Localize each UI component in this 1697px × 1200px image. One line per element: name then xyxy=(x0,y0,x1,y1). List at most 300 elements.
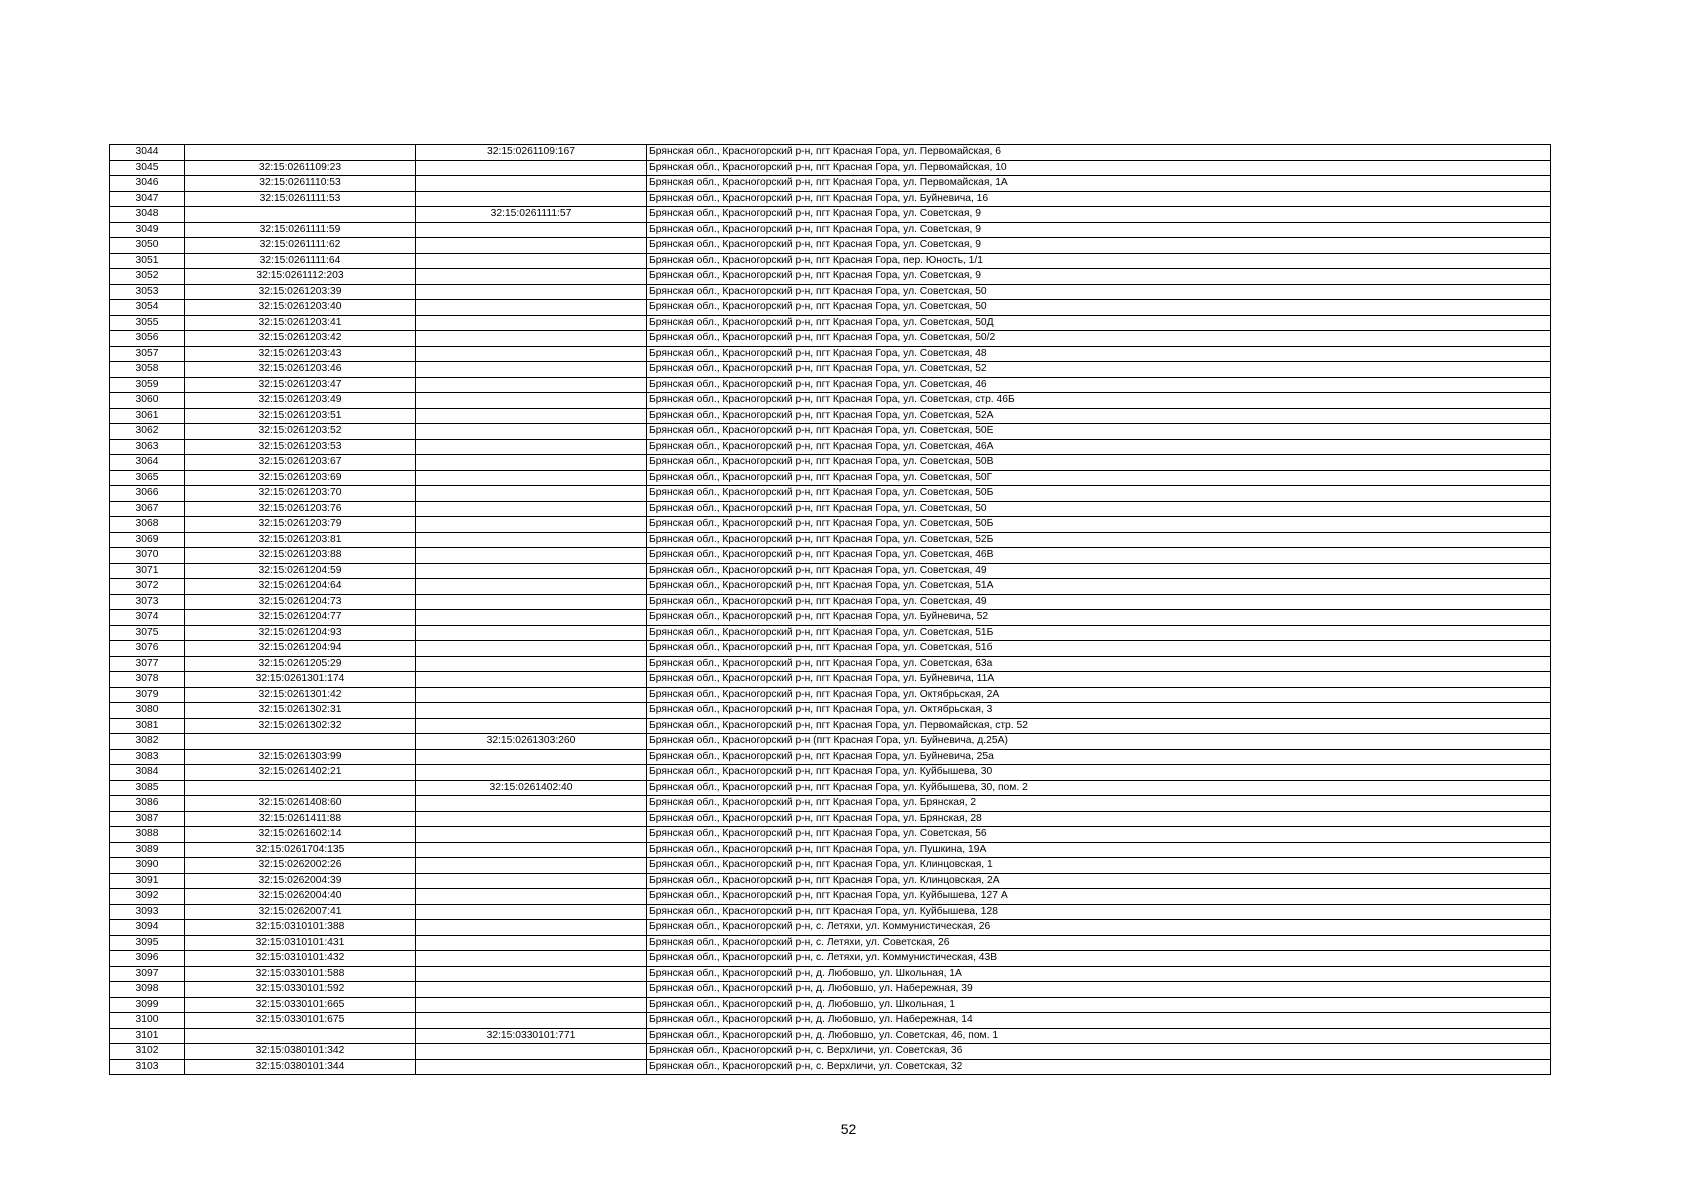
cadastral-number-cell: 32:15:0261203:67 xyxy=(185,455,416,471)
cadastral-number-cell xyxy=(185,1028,416,1044)
cadastral-number-cell: 32:15:0310101:432 xyxy=(185,951,416,967)
table-row xyxy=(110,1044,1551,1060)
row-number-cell: 3051 xyxy=(110,253,185,269)
address-cell: Брянская обл., Красногорский р-н, пгт Красная Гора, ул. Советская, 56 xyxy=(647,827,1551,843)
register-table-body xyxy=(110,145,1551,1075)
row-number-cell: 3070 xyxy=(110,548,185,564)
address-cell: Брянская обл., Красногорский р-н, пгт Красная Гора, ул. Первомайская, 6 xyxy=(647,145,1551,161)
cadastral-number-cell: 32:15:0261203:53 xyxy=(185,439,416,455)
cadastral-number-alt-cell xyxy=(416,377,647,393)
cadastral-number-alt-cell: 32:15:0261109:167 xyxy=(416,145,647,161)
address-cell: Брянская обл., Красногорский р-н, с. Верхличи, ул. Советская, 32 xyxy=(647,1059,1551,1075)
cadastral-number-cell: 32:15:0261111:62 xyxy=(185,238,416,254)
cadastral-number-alt-cell xyxy=(416,284,647,300)
cadastral-number-cell: 32:15:0261112:203 xyxy=(185,269,416,285)
cadastral-number-alt-cell xyxy=(416,501,647,517)
row-number-cell: 3071 xyxy=(110,563,185,579)
cadastral-number-alt-cell xyxy=(416,827,647,843)
address-cell: Брянская обл., Красногорский р-н, пгт Красная Гора, ул. Брянская, 2 xyxy=(647,796,1551,812)
table-row xyxy=(110,455,1551,471)
table-row xyxy=(110,439,1551,455)
cadastral-number-cell: 32:15:0261203:43 xyxy=(185,346,416,362)
row-number-cell: 3066 xyxy=(110,486,185,502)
table-row xyxy=(110,594,1551,610)
row-number-cell: 3079 xyxy=(110,687,185,703)
cadastral-number-alt-cell xyxy=(416,935,647,951)
cadastral-number-alt-cell xyxy=(416,269,647,285)
cadastral-number-cell: 32:15:0261704:135 xyxy=(185,842,416,858)
cadastral-number-cell: 32:15:0261204:59 xyxy=(185,563,416,579)
cadastral-number-alt-cell xyxy=(416,982,647,998)
cadastral-number-alt-cell xyxy=(416,594,647,610)
address-cell: Брянская обл., Красногорский р-н, пгт Красная Гора, ул. Буйневича, 25а xyxy=(647,749,1551,765)
cadastral-number-alt-cell xyxy=(416,858,647,874)
cadastral-number-alt-cell xyxy=(416,966,647,982)
table-row xyxy=(110,470,1551,486)
row-number-cell: 3045 xyxy=(110,160,185,176)
row-number-cell: 3074 xyxy=(110,610,185,626)
table-row xyxy=(110,377,1551,393)
cadastral-number-cell: 32:15:0261402:21 xyxy=(185,765,416,781)
row-number-cell: 3047 xyxy=(110,191,185,207)
address-cell: Брянская обл., Красногорский р-н, пгт Красная Гора, ул. Октябрьская, 2А xyxy=(647,687,1551,703)
cadastral-number-cell: 32:15:0330101:675 xyxy=(185,1013,416,1029)
cadastral-number-cell: 32:15:0261204:73 xyxy=(185,594,416,610)
page-number: 52 xyxy=(840,1121,857,1137)
cadastral-number-cell: 32:15:0261111:59 xyxy=(185,222,416,238)
address-cell: Брянская обл., Красногорский р-н, пгт Красная Гора, ул. Брянская, 28 xyxy=(647,811,1551,827)
table-row xyxy=(110,238,1551,254)
row-number-cell: 3098 xyxy=(110,982,185,998)
table-row xyxy=(110,176,1551,192)
table-row xyxy=(110,517,1551,533)
address-cell: Брянская обл., Красногорский р-н, пгт Красная Гора, ул. Советская, 50В xyxy=(647,455,1551,471)
cadastral-number-alt-cell xyxy=(416,470,647,486)
address-cell: Брянская обл., Красногорский р-н, с. Летяхи, ул. Коммунистическая, 43В xyxy=(647,951,1551,967)
row-number-cell: 3058 xyxy=(110,362,185,378)
cadastral-number-alt-cell: 32:15:0261111:57 xyxy=(416,207,647,223)
address-cell: Брянская обл., Красногорский р-н, пгт Красная Гора, ул. Первомайская, 10 xyxy=(647,160,1551,176)
table-row xyxy=(110,641,1551,657)
row-number-cell: 3067 xyxy=(110,501,185,517)
table-row xyxy=(110,982,1551,998)
cadastral-number-cell: 32:15:0261301:174 xyxy=(185,672,416,688)
cadastral-number-cell: 32:15:0261602:14 xyxy=(185,827,416,843)
table-row xyxy=(110,842,1551,858)
table-row xyxy=(110,951,1551,967)
cadastral-number-cell: 32:15:0262007:41 xyxy=(185,904,416,920)
table-row xyxy=(110,1059,1551,1075)
cadastral-number-alt-cell xyxy=(416,439,647,455)
address-cell: Брянская обл., Красногорский р-н, пгт Красная Гора, ул. Пушкина, 19А xyxy=(647,842,1551,858)
table-row xyxy=(110,548,1551,564)
cadastral-number-alt-cell xyxy=(416,796,647,812)
row-number-cell: 3061 xyxy=(110,408,185,424)
row-number-cell: 3103 xyxy=(110,1059,185,1075)
cadastral-number-cell: 32:15:0261205:29 xyxy=(185,656,416,672)
cadastral-number-cell: 32:15:0261111:64 xyxy=(185,253,416,269)
address-cell: Брянская обл., Красногорский р-н, с. Летяхи, ул. Советская, 26 xyxy=(647,935,1551,951)
row-number-cell: 3085 xyxy=(110,780,185,796)
address-cell: Брянская обл., Красногорский р-н, пгт Красная Гора, ул. Первомайская, 1А xyxy=(647,176,1551,192)
address-cell: Брянская обл., Красногорский р-н, пгт Красная Гора, ул. Советская, 52А xyxy=(647,408,1551,424)
table-row xyxy=(110,780,1551,796)
table-row xyxy=(110,873,1551,889)
cadastral-number-cell: 32:15:0261302:32 xyxy=(185,718,416,734)
cadastral-number-alt-cell xyxy=(416,625,647,641)
table-row xyxy=(110,253,1551,269)
row-number-cell: 3050 xyxy=(110,238,185,254)
cadastral-number-cell: 32:15:0261203:49 xyxy=(185,393,416,409)
table-row xyxy=(110,966,1551,982)
row-number-cell: 3048 xyxy=(110,207,185,223)
address-cell: Брянская обл., Красногорский р-н, пгт Красная Гора, ул. Советская, 52Б xyxy=(647,532,1551,548)
cadastral-number-alt-cell xyxy=(416,873,647,889)
address-cell: Брянская обл., Красногорский р-н, пгт Красная Гора, ул. Советская, стр. 46Б xyxy=(647,393,1551,409)
cadastral-number-alt-cell xyxy=(416,548,647,564)
table-row xyxy=(110,563,1551,579)
cadastral-number-cell: 32:15:0261203:42 xyxy=(185,331,416,347)
cadastral-number-cell: 32:15:0261203:70 xyxy=(185,486,416,502)
table-row xyxy=(110,284,1551,300)
address-cell: Брянская обл., Красногорский р-н, д. Любовшо, ул. Школьная, 1А xyxy=(647,966,1551,982)
row-number-cell: 3056 xyxy=(110,331,185,347)
row-number-cell: 3083 xyxy=(110,749,185,765)
cadastral-number-cell: 32:15:0261204:77 xyxy=(185,610,416,626)
row-number-cell: 3093 xyxy=(110,904,185,920)
address-cell: Брянская обл., Красногорский р-н, пгт Красная Гора, ул. Советская, 52 xyxy=(647,362,1551,378)
cadastral-number-cell: 32:15:0262004:40 xyxy=(185,889,416,905)
row-number-cell: 3077 xyxy=(110,656,185,672)
cadastral-number-alt-cell xyxy=(416,687,647,703)
address-cell: Брянская обл., Красногорский р-н, пгт Красная Гора, ул. Советская, 51Б xyxy=(647,625,1551,641)
row-number-cell: 3055 xyxy=(110,315,185,331)
cadastral-number-cell: 32:15:0310101:431 xyxy=(185,935,416,951)
cadastral-number-cell: 32:15:0261203:47 xyxy=(185,377,416,393)
row-number-cell: 3099 xyxy=(110,997,185,1013)
cadastral-number-cell xyxy=(185,734,416,750)
address-cell: Брянская обл., Красногорский р-н, пгт Красная Гора, ул. Советская, 51б xyxy=(647,641,1551,657)
table-row xyxy=(110,935,1551,951)
address-cell: Брянская обл., Красногорский р-н, пгт Красная Гора, ул. Советская, 50 xyxy=(647,501,1551,517)
cadastral-number-alt-cell xyxy=(416,951,647,967)
cadastral-number-alt-cell xyxy=(416,703,647,719)
cadastral-number-cell xyxy=(185,145,416,161)
table-row xyxy=(110,300,1551,316)
cadastral-number-cell: 32:15:0262002:26 xyxy=(185,858,416,874)
cadastral-number-cell: 32:15:0261203:81 xyxy=(185,532,416,548)
table-row xyxy=(110,408,1551,424)
table-row xyxy=(110,393,1551,409)
table-row xyxy=(110,579,1551,595)
table-row xyxy=(110,656,1551,672)
cadastral-number-alt-cell xyxy=(416,765,647,781)
table-row xyxy=(110,346,1551,362)
table-row xyxy=(110,889,1551,905)
cadastral-number-cell: 32:15:0330101:588 xyxy=(185,966,416,982)
row-number-cell: 3060 xyxy=(110,393,185,409)
address-cell: Брянская обл., Красногорский р-н, пгт Красная Гора, ул. Советская, 9 xyxy=(647,207,1551,223)
address-cell: Брянская обл., Красногорский р-н, пгт Красная Гора, ул. Октябрьская, 3 xyxy=(647,703,1551,719)
cadastral-number-alt-cell xyxy=(416,641,647,657)
table-row xyxy=(110,796,1551,812)
table-row xyxy=(110,222,1551,238)
table-row xyxy=(110,207,1551,223)
cadastral-number-alt-cell xyxy=(416,315,647,331)
cadastral-number-alt-cell xyxy=(416,300,647,316)
cadastral-number-alt-cell xyxy=(416,253,647,269)
row-number-cell: 3082 xyxy=(110,734,185,750)
cadastral-number-alt-cell xyxy=(416,718,647,734)
address-cell: Брянская обл., Красногорский р-н, пгт Красная Гора, ул. Советская, 46А xyxy=(647,439,1551,455)
row-number-cell: 3064 xyxy=(110,455,185,471)
cadastral-number-alt-cell xyxy=(416,191,647,207)
table-row xyxy=(110,160,1551,176)
address-cell: Брянская обл., Красногорский р-н, пгт Красная Гора, ул. Советская, 50Г xyxy=(647,470,1551,486)
cadastral-number-cell: 32:15:0261408:60 xyxy=(185,796,416,812)
cadastral-number-alt-cell: 32:15:0261402:40 xyxy=(416,780,647,796)
row-number-cell: 3080 xyxy=(110,703,185,719)
cadastral-number-cell: 32:15:0261203:88 xyxy=(185,548,416,564)
row-number-cell: 3068 xyxy=(110,517,185,533)
address-cell: Брянская обл., Красногорский р-н, пгт Красная Гора, ул. Советская, 50 xyxy=(647,300,1551,316)
cadastral-number-alt-cell xyxy=(416,532,647,548)
address-cell: Брянская обл., Красногорский р-н, с. Верхличи, ул. Советская, 36 xyxy=(647,1044,1551,1060)
address-cell: Брянская обл., Красногорский р-н, пгт Красная Гора, ул. Советская, 51А xyxy=(647,579,1551,595)
cadastral-number-cell: 32:15:0261203:41 xyxy=(185,315,416,331)
row-number-cell: 3053 xyxy=(110,284,185,300)
address-cell: Брянская обл., Красногорский р-н, пгт Красная Гора, ул. Куйбышева, 127 А xyxy=(647,889,1551,905)
address-cell: Брянская обл., Красногорский р-н, пгт Красная Гора, ул. Буйневича, 16 xyxy=(647,191,1551,207)
row-number-cell: 3062 xyxy=(110,424,185,440)
row-number-cell: 3044 xyxy=(110,145,185,161)
address-cell: Брянская обл., Красногорский р-н, пгт Красная Гора, ул. Первомайская, стр. 52 xyxy=(647,718,1551,734)
table-row xyxy=(110,687,1551,703)
row-number-cell: 3100 xyxy=(110,1013,185,1029)
cadastral-number-cell xyxy=(185,207,416,223)
address-cell: Брянская обл., Красногорский р-н, пгт Красная Гора, пер. Юность, 1/1 xyxy=(647,253,1551,269)
register-table xyxy=(109,144,1551,1075)
row-number-cell: 3057 xyxy=(110,346,185,362)
cadastral-number-cell: 32:15:0261411:88 xyxy=(185,811,416,827)
address-cell: Брянская обл., Красногорский р-н, д. Любовшо, ул. Набережная, 14 xyxy=(647,1013,1551,1029)
cadastral-number-alt-cell xyxy=(416,222,647,238)
cadastral-number-cell: 32:15:0261203:52 xyxy=(185,424,416,440)
cadastral-number-alt-cell xyxy=(416,920,647,936)
cadastral-number-alt-cell xyxy=(416,811,647,827)
cadastral-number-cell: 32:15:0261203:39 xyxy=(185,284,416,300)
table-row xyxy=(110,997,1551,1013)
address-cell: Брянская обл., Красногорский р-н (пгт Красная Гора, ул. Буйневича, д.25А) xyxy=(647,734,1551,750)
cadastral-number-alt-cell xyxy=(416,842,647,858)
address-cell: Брянская обл., Красногорский р-н, пгт Красная Гора, ул. Куйбышева, 128 xyxy=(647,904,1551,920)
cadastral-number-cell: 32:15:0261109:23 xyxy=(185,160,416,176)
table-row xyxy=(110,362,1551,378)
cadastral-number-alt-cell xyxy=(416,176,647,192)
row-number-cell: 3090 xyxy=(110,858,185,874)
cadastral-number-cell: 32:15:0261204:93 xyxy=(185,625,416,641)
cadastral-number-alt-cell xyxy=(416,486,647,502)
row-number-cell: 3049 xyxy=(110,222,185,238)
cadastral-number-alt-cell xyxy=(416,362,647,378)
address-cell: Брянская обл., Красногорский р-н, пгт Красная Гора, ул. Советская, 46В xyxy=(647,548,1551,564)
cadastral-number-cell: 32:15:0261203:46 xyxy=(185,362,416,378)
address-cell: Брянская обл., Красногорский р-н, д. Любовшо, ул. Советская, 46, пом. 1 xyxy=(647,1028,1551,1044)
table-row xyxy=(110,858,1551,874)
address-cell: Брянская обл., Красногорский р-н, пгт Красная Гора, ул. Буйневича, 52 xyxy=(647,610,1551,626)
address-cell: Брянская обл., Красногорский р-н, пгт Красная Гора, ул. Советская, 49 xyxy=(647,563,1551,579)
table-row xyxy=(110,703,1551,719)
row-number-cell: 3086 xyxy=(110,796,185,812)
address-cell: Брянская обл., Красногорский р-н, пгт Красная Гора, ул. Советская, 9 xyxy=(647,222,1551,238)
table-row xyxy=(110,749,1551,765)
cadastral-number-cell: 32:15:0261203:76 xyxy=(185,501,416,517)
row-number-cell: 3097 xyxy=(110,966,185,982)
row-number-cell: 3069 xyxy=(110,532,185,548)
row-number-cell: 3095 xyxy=(110,935,185,951)
cadastral-number-alt-cell xyxy=(416,749,647,765)
row-number-cell: 3054 xyxy=(110,300,185,316)
cadastral-number-alt-cell: 32:15:0330101:771 xyxy=(416,1028,647,1044)
address-cell: Брянская обл., Красногорский р-н, пгт Красная Гора, ул. Советская, 48 xyxy=(647,346,1551,362)
cadastral-number-cell: 32:15:0310101:388 xyxy=(185,920,416,936)
address-cell: Брянская обл., Красногорский р-н, пгт Красная Гора, ул. Советская, 9 xyxy=(647,269,1551,285)
cadastral-number-alt-cell xyxy=(416,160,647,176)
cadastral-number-alt-cell xyxy=(416,904,647,920)
row-number-cell: 3088 xyxy=(110,827,185,843)
address-cell: Брянская обл., Красногорский р-н, пгт Красная Гора, ул. Куйбышева, 30 xyxy=(647,765,1551,781)
row-number-cell: 3084 xyxy=(110,765,185,781)
cadastral-number-alt-cell xyxy=(416,517,647,533)
row-number-cell: 3052 xyxy=(110,269,185,285)
address-cell: Брянская обл., Красногорский р-н, пгт Красная Гора, ул. Клинцовская, 2А xyxy=(647,873,1551,889)
row-number-cell: 3081 xyxy=(110,718,185,734)
row-number-cell: 3094 xyxy=(110,920,185,936)
cadastral-number-alt-cell xyxy=(416,408,647,424)
cadastral-number-alt-cell xyxy=(416,393,647,409)
address-cell: Брянская обл., Красногорский р-н, д. Любовшо, ул. Набережная, 39 xyxy=(647,982,1551,998)
cadastral-number-cell: 32:15:0261203:69 xyxy=(185,470,416,486)
table-row xyxy=(110,904,1551,920)
cadastral-number-cell: 32:15:0380101:344 xyxy=(185,1059,416,1075)
cadastral-number-cell: 32:15:0261303:99 xyxy=(185,749,416,765)
table-row xyxy=(110,765,1551,781)
address-cell: Брянская обл., Красногорский р-н, д. Любовшо, ул. Школьная, 1 xyxy=(647,997,1551,1013)
table-row xyxy=(110,331,1551,347)
cadastral-number-cell: 32:15:0261204:94 xyxy=(185,641,416,657)
cadastral-number-alt-cell xyxy=(416,610,647,626)
cadastral-number-alt-cell xyxy=(416,997,647,1013)
row-number-cell: 3063 xyxy=(110,439,185,455)
cadastral-number-cell: 32:15:0261110:53 xyxy=(185,176,416,192)
address-cell: Брянская обл., Красногорский р-н, пгт Красная Гора, ул. Советская, 50Е xyxy=(647,424,1551,440)
cadastral-number-alt-cell xyxy=(416,579,647,595)
cadastral-number-alt-cell xyxy=(416,656,647,672)
row-number-cell: 3092 xyxy=(110,889,185,905)
cadastral-number-alt-cell xyxy=(416,1059,647,1075)
address-cell: Брянская обл., Красногорский р-н, пгт Красная Гора, ул. Советская, 49 xyxy=(647,594,1551,610)
cadastral-number-alt-cell xyxy=(416,346,647,362)
row-number-cell: 3076 xyxy=(110,641,185,657)
cadastral-number-cell xyxy=(185,780,416,796)
cadastral-number-cell: 32:15:0261203:79 xyxy=(185,517,416,533)
row-number-cell: 3059 xyxy=(110,377,185,393)
cadastral-number-alt-cell xyxy=(416,1044,647,1060)
cadastral-number-alt-cell xyxy=(416,563,647,579)
address-cell: Брянская обл., Красногорский р-н, пгт Красная Гора, ул. Советская, 50Б xyxy=(647,486,1551,502)
address-cell: Брянская обл., Красногорский р-н, пгт Красная Гора, ул. Советская, 63а xyxy=(647,656,1551,672)
table-row xyxy=(110,501,1551,517)
address-cell: Брянская обл., Красногорский р-н, пгт Красная Гора, ул. Клинцовская, 1 xyxy=(647,858,1551,874)
table-row xyxy=(110,1013,1551,1029)
cadastral-number-alt-cell xyxy=(416,331,647,347)
cadastral-number-alt-cell xyxy=(416,1013,647,1029)
cadastral-number-cell: 32:15:0261111:53 xyxy=(185,191,416,207)
table-row xyxy=(110,827,1551,843)
row-number-cell: 3089 xyxy=(110,842,185,858)
cadastral-number-cell: 32:15:0261203:40 xyxy=(185,300,416,316)
address-cell: Брянская обл., Красногорский р-н, пгт Красная Гора, ул. Советская, 50/2 xyxy=(647,331,1551,347)
row-number-cell: 3087 xyxy=(110,811,185,827)
row-number-cell: 3046 xyxy=(110,176,185,192)
cadastral-number-alt-cell xyxy=(416,238,647,254)
row-number-cell: 3075 xyxy=(110,625,185,641)
cadastral-number-cell: 32:15:0261301:42 xyxy=(185,687,416,703)
cadastral-number-alt-cell xyxy=(416,424,647,440)
table-row xyxy=(110,1028,1551,1044)
cadastral-number-alt-cell xyxy=(416,672,647,688)
row-number-cell: 3101 xyxy=(110,1028,185,1044)
cadastral-number-alt-cell xyxy=(416,889,647,905)
address-cell: Брянская обл., Красногорский р-н, пгт Красная Гора, ул. Советская, 50Б xyxy=(647,517,1551,533)
cadastral-number-cell: 32:15:0330101:665 xyxy=(185,997,416,1013)
table-row xyxy=(110,191,1551,207)
cadastral-number-alt-cell xyxy=(416,455,647,471)
cadastral-number-alt-cell: 32:15:0261303:260 xyxy=(416,734,647,750)
table-row xyxy=(110,532,1551,548)
table-row xyxy=(110,718,1551,734)
cadastral-number-cell: 32:15:0261203:51 xyxy=(185,408,416,424)
row-number-cell: 3091 xyxy=(110,873,185,889)
table-row xyxy=(110,145,1551,161)
row-number-cell: 3096 xyxy=(110,951,185,967)
table-row xyxy=(110,610,1551,626)
cadastral-number-cell: 32:15:0261204:64 xyxy=(185,579,416,595)
row-number-cell: 3078 xyxy=(110,672,185,688)
register-table-container xyxy=(109,144,1550,1075)
cadastral-number-cell: 32:15:0330101:592 xyxy=(185,982,416,998)
table-row xyxy=(110,486,1551,502)
row-number-cell: 3102 xyxy=(110,1044,185,1060)
row-number-cell: 3072 xyxy=(110,579,185,595)
table-row xyxy=(110,734,1551,750)
cadastral-number-cell: 32:15:0261302:31 xyxy=(185,703,416,719)
row-number-cell: 3065 xyxy=(110,470,185,486)
table-row xyxy=(110,811,1551,827)
cadastral-number-cell: 32:15:0380101:342 xyxy=(185,1044,416,1060)
address-cell: Брянская обл., Красногорский р-н, пгт Красная Гора, ул. Советская, 50Д xyxy=(647,315,1551,331)
table-row xyxy=(110,625,1551,641)
table-row xyxy=(110,920,1551,936)
table-row xyxy=(110,315,1551,331)
address-cell: Брянская обл., Красногорский р-н, пгт Красная Гора, ул. Советская, 50 xyxy=(647,284,1551,300)
table-row xyxy=(110,672,1551,688)
row-number-cell: 3073 xyxy=(110,594,185,610)
cadastral-number-cell: 32:15:0262004:39 xyxy=(185,873,416,889)
table-row xyxy=(110,424,1551,440)
table-row xyxy=(110,269,1551,285)
address-cell: Брянская обл., Красногорский р-н, пгт Красная Гора, ул. Буйневича, 11А xyxy=(647,672,1551,688)
